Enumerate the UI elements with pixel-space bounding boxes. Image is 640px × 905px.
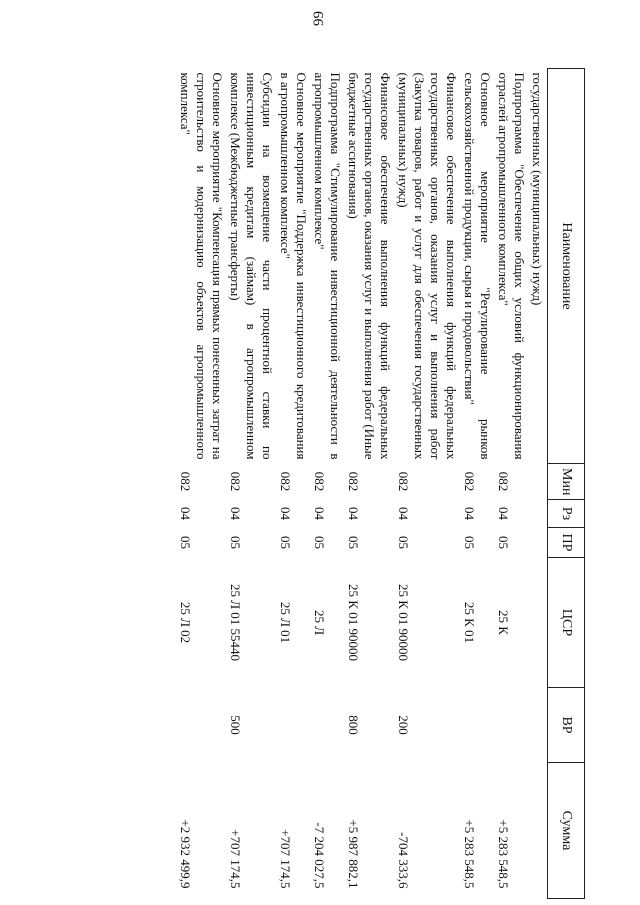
row-rz: 04 [278, 507, 293, 520]
row-rz: 04 [496, 507, 511, 520]
row-pr: 05 [312, 536, 327, 549]
header-vr: ВР [548, 688, 585, 763]
row-vr: 800 [346, 715, 361, 735]
row-rz: 04 [228, 507, 243, 520]
row-sum: +5 283 548,5 [496, 819, 511, 889]
row-csr: 25 К 01 90000 [396, 584, 411, 661]
table-row [460, 69, 494, 899]
row-min: 082 [312, 471, 327, 492]
header-csr: ЦСР [548, 558, 585, 688]
row-min: 082 [496, 471, 511, 492]
header-sum: Сумма [548, 763, 585, 899]
table-row [276, 69, 310, 899]
row-sum: +2 932 499,9 [178, 819, 193, 889]
header-name: Наименование [548, 69, 585, 464]
row-name: Подпрограмма "Обеспечение общих условий функционирования отраслей агропромышленного комплекса" [496, 72, 527, 460]
budget-table [176, 68, 585, 899]
page-number: 99 [311, 11, 327, 26]
row-pr: 05 [278, 536, 293, 549]
row-csr: 25 Л 02 [178, 601, 193, 644]
row-vr [528, 688, 548, 763]
row-name: Основное мероприятие "Компенсация прямых понесенных затрат на строительство и модернизацию объектов агропромышленного комплекса" [178, 72, 225, 460]
row-sum: -704 333,6 [396, 832, 411, 889]
row-csr: 25 К 01 [462, 601, 477, 644]
row-rz: 04 [178, 507, 193, 520]
header-min: Мин [548, 464, 585, 500]
row-sum: +707 174,5 [278, 829, 293, 889]
table-row [344, 69, 394, 899]
row-pr: 05 [178, 536, 193, 549]
row-min: 082 [396, 471, 411, 492]
header-pr: ПР [548, 528, 585, 558]
row-vr [460, 688, 494, 763]
row-vr: 500 [228, 715, 243, 735]
row-pr: 05 [396, 536, 411, 549]
row-min: 082 [462, 471, 477, 492]
table-row [310, 69, 344, 899]
row-pr: 05 [346, 536, 361, 549]
row-csr: 25 Л 01 55440 [228, 583, 243, 662]
table-row [176, 69, 226, 899]
row-name: Подпрограмма "Стимулирование инвестиционной деятельности в агропромышленном комплексе" [312, 72, 343, 460]
rotated-table-wrapper [65, 68, 585, 898]
row-sum: +707 174,5 [228, 829, 243, 889]
row-sum: +5 283 548,5 [462, 819, 477, 889]
row-vr [176, 688, 226, 763]
row-rz: 04 [462, 507, 477, 520]
row-name: Субсидии на возмещение части процентной ставки по инвестиционным кредитам (займам) в агропромышленном комплексе (Межбюджетные трансферты) [228, 72, 275, 460]
table-row [226, 69, 276, 899]
row-csr: 25 К 01 90000 [346, 584, 361, 661]
row-min: 082 [346, 471, 361, 492]
row-rz [528, 500, 548, 528]
row-csr: 25 Л [312, 609, 327, 636]
table-row [528, 69, 548, 899]
row-vr [276, 688, 310, 763]
row-csr [528, 558, 548, 688]
row-vr [494, 688, 528, 763]
header-rz: Рз [548, 500, 585, 528]
row-name: Основное мероприятие "Регулирование рынков сельскохозяйственной продукции, сырья и продовольствия" [462, 72, 493, 460]
row-vr [310, 688, 344, 763]
table-row [394, 69, 460, 899]
row-pr [528, 528, 548, 558]
row-name: Финансовое обеспечение выполнения функций федеральных государственных органов, оказания услуг и выполнения работ (Иные бюджетные ассигнования) [346, 72, 393, 460]
row-vr: 200 [396, 715, 411, 735]
row-min: 082 [178, 471, 193, 492]
row-csr: 25 Л 01 [278, 601, 293, 644]
row-min: 082 [228, 471, 243, 492]
row-name: Основное мероприятие "Поддержка инвестиционного кредитования в агропромышленном комплексе" [278, 72, 309, 460]
row-csr: 25 К [496, 610, 511, 635]
row-rz: 04 [346, 507, 361, 520]
row-pr: 05 [228, 536, 243, 549]
table-row [494, 69, 528, 899]
row-rz: 04 [312, 507, 327, 520]
row-sum: +5 987 882,1 [346, 819, 361, 889]
row-sum: -7 204 027,5 [312, 822, 327, 889]
table-header-row [548, 69, 585, 899]
row-pr: 05 [496, 536, 511, 549]
row-pr: 05 [462, 536, 477, 549]
row-name: государственных (муниципальных) нужд) [530, 72, 545, 306]
row-rz: 04 [396, 507, 411, 520]
row-min [528, 464, 548, 500]
row-name: Финансовое обеспечение выполнения функций федеральных государственных органов, оказания услуг и выполнения работ (Закупка товаров, работ и услуг для обеспечения государственных (муниципальных) нужд) [396, 72, 459, 460]
row-sum [528, 763, 548, 899]
row-min: 082 [278, 471, 293, 492]
